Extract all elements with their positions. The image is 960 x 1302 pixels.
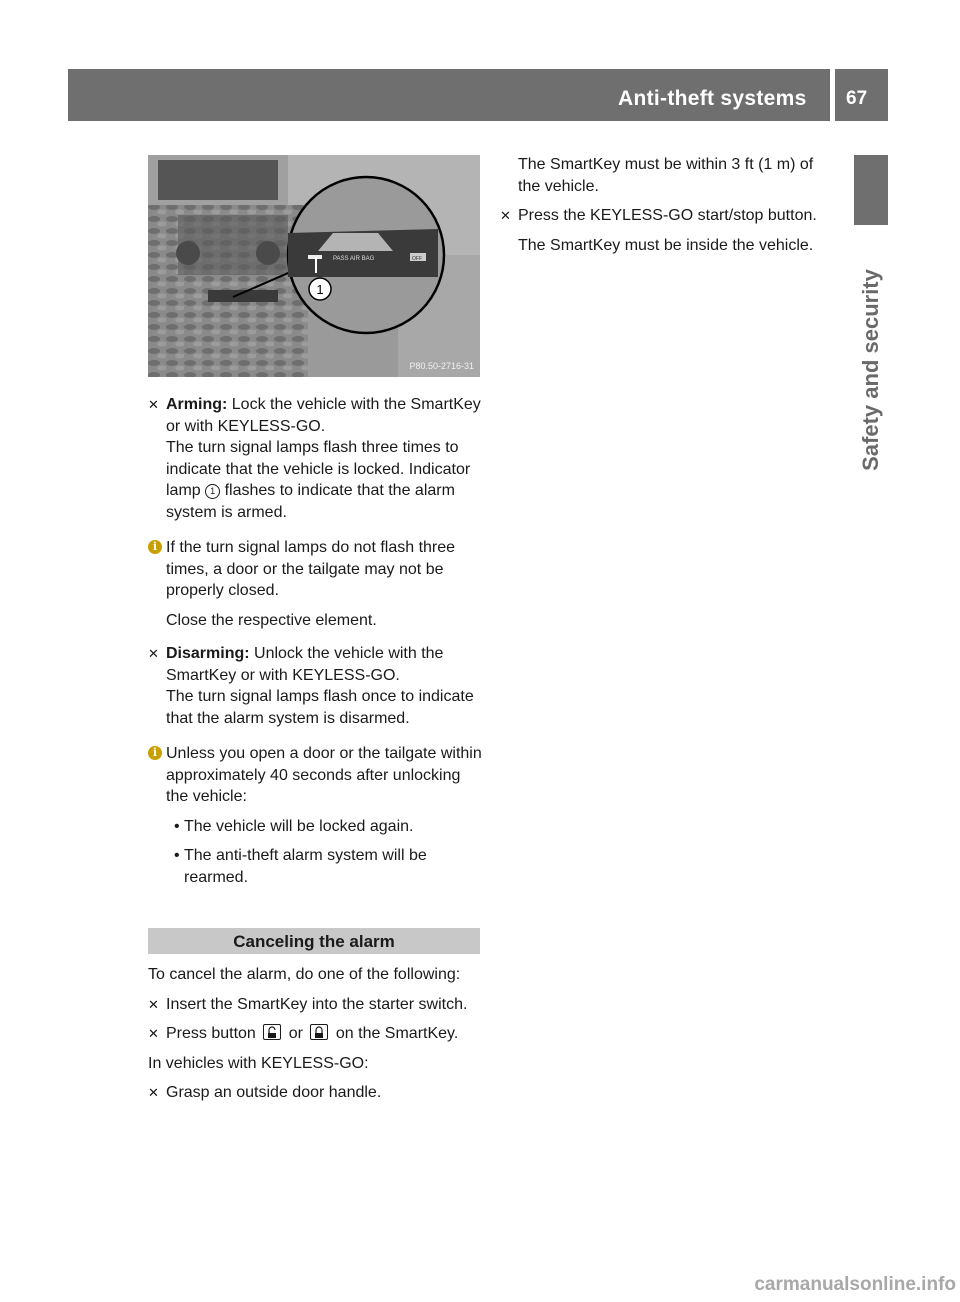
bullet-item: • The vehicle will be locked again. [174,817,414,835]
callout-1-inline: 1 [205,484,220,499]
callout-1: 1 [316,282,324,297]
step-arrow-icon: ✕ [148,1085,159,1100]
section-heading: Canceling the alarm [148,928,480,954]
dashboard-illustration [148,155,480,377]
panel-text: PASS AIR BAG [333,256,375,262]
step-arrow-icon: ✕ [500,208,511,223]
unlock-key-icon [263,1024,281,1040]
figure-code: P80.50-2716-31 [409,361,474,371]
lock-key-icon [310,1024,328,1040]
section-side-label: Safety and security [858,269,883,471]
arming-detail-end: flashes to indicate that the alarm system is armed. [166,482,455,521]
arming-text: Lock the vehicle with the SmartKey or with KEYLESS-GO. [166,396,481,435]
cancel-step-3: ✕ Grasp an outside door handle. [148,1082,482,1104]
dashboard-figure [148,155,480,377]
note-2-text: Unless you open a door or the tailgate within approximately 40 seconds after unlocking the vehicle: [166,745,482,805]
info-icon: i [148,746,162,760]
info-icon: i [148,540,162,554]
disarming-step [148,643,482,729]
info-note-1 [148,537,482,631]
step-arrow-icon: ✕ [148,397,159,412]
cancel-step-1: ✕ Insert the SmartKey into the starter switch. [148,994,482,1016]
step-arrow-icon: ✕ [148,996,159,1012]
arming-step [148,394,482,523]
cancel-step-2: ✕ Press button or on the SmartKey. [148,1023,482,1045]
disarming-text: Unlock the vehicle with the SmartKey or with KEYLESS-GO. [166,645,444,684]
right-column [500,154,834,264]
arming-label: Arming: [166,396,228,413]
page-number: 67 [846,88,868,109]
keyless-step: ✕ Press the KEYLESS-GO start/stop button. [500,205,834,227]
right-para-2: The SmartKey must be inside the vehicle. [518,236,814,254]
left-column [148,394,482,1112]
page-title: Anti-theft systems [618,87,807,110]
keyless-intro: In vehicles with KEYLESS-GO: [148,1054,369,1072]
note-1-text: If the turn signal lamps do not flash three times, a door or the tailgate may not be properly closed. [166,539,456,599]
arming-detail: The turn signal lamps flash three times to indicate that the vehicle is locked. Indicator lamp [166,439,471,499]
panel-off-text: OFF [412,256,422,262]
step-arrow-icon: ✕ [148,1026,159,1041]
header-divider [830,69,835,121]
info-note-2 [148,743,482,888]
step-arrow-icon: ✕ [148,646,159,661]
side-tab [854,155,888,225]
right-para-1: The SmartKey must be within 3 ft (1 m) of the vehicle. [518,156,814,195]
disarming-detail: The turn signal lamps flash once to indicate that the alarm system is disarmed. [166,688,474,727]
note-1-text-2: Close the respective element. [166,611,377,629]
header-bar [68,69,888,121]
watermark: carmanualsonline.info [754,1274,956,1295]
bullet-item: • The anti-theft alarm system will be rearmed. [174,847,427,886]
disarming-label: Disarming: [166,645,250,662]
cancel-intro: To cancel the alarm, do one of the following: [148,966,461,983]
